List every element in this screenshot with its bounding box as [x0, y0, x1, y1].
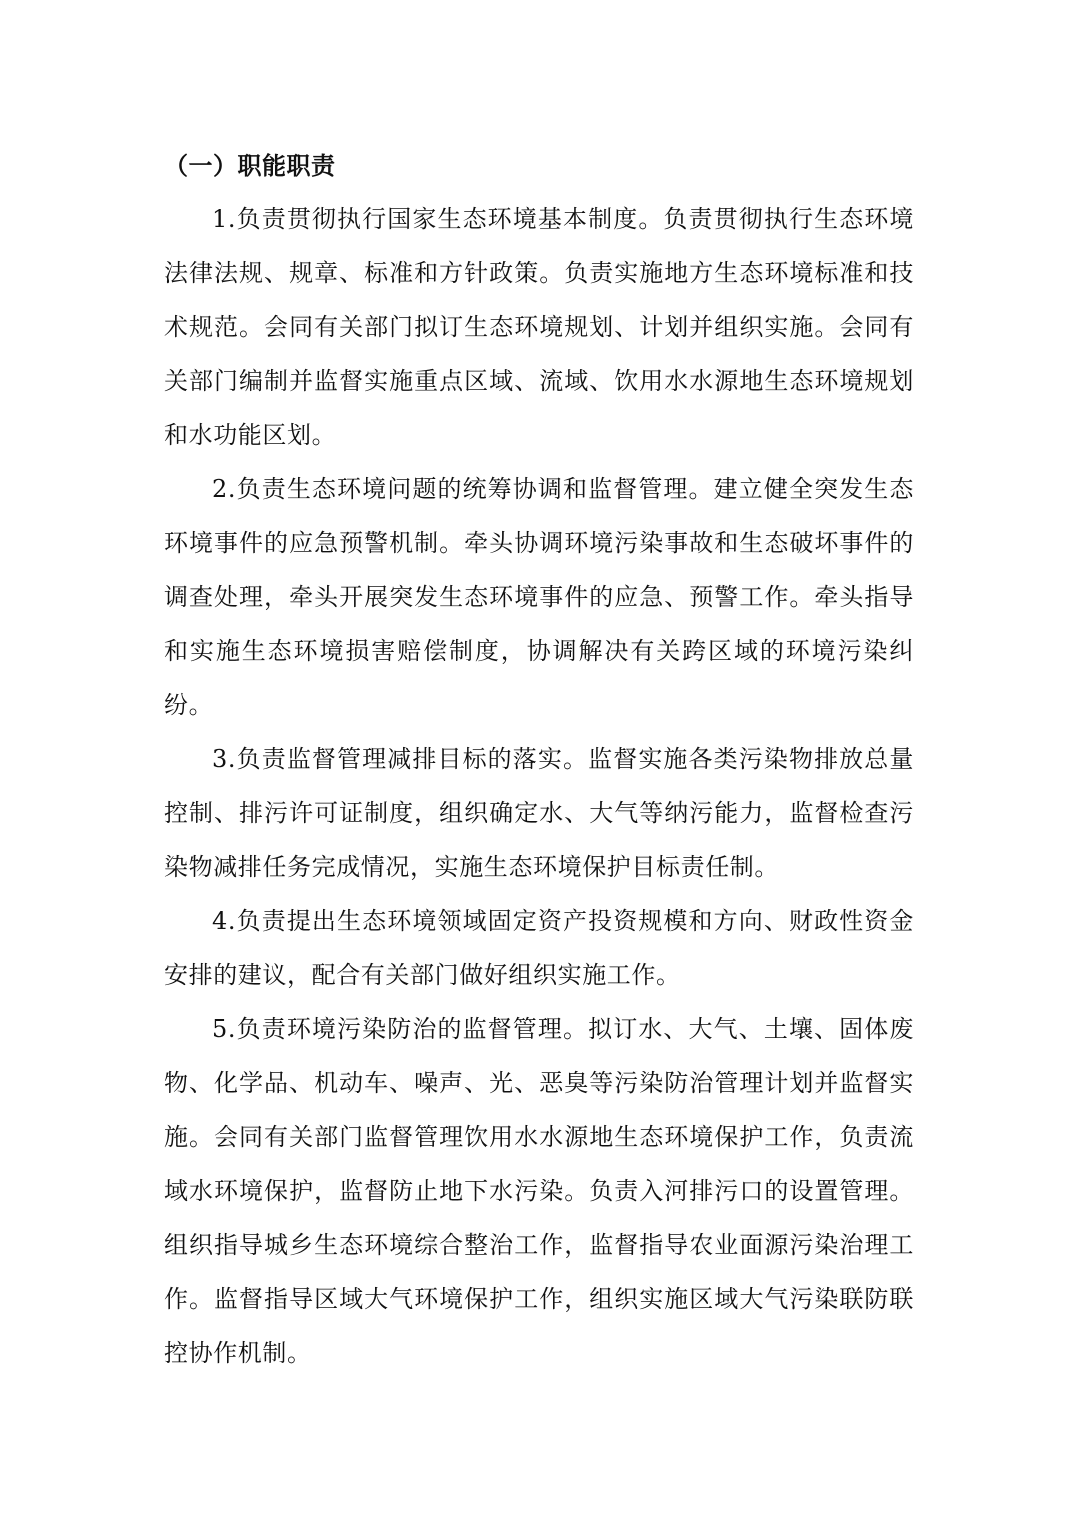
document-body — [164, 140, 914, 1380]
paragraph-3: 3.负责监督管理减排目标的落实。监督实施各类污染物排放总量控制、排污许可证制度，组织确定水、大气等纳污能力，监督检查污染物减排任务完成情况，实施生态环境保护目标责任制。 — [164, 745, 914, 881]
paragraph-1: 1.负责贯彻执行国家生态环境基本制度。负责贯彻执行生态环境法律法规、规章、标准和方针政策。负责实施地方生态环境标准和技术规范。会同有关部门拟订生态环境规划、计划并组织实施。会同有关部门编制并监督实施重点区域、流域、饮用水水源地生态环境规划和水功能区划。 — [164, 205, 914, 449]
paragraph-2: 2.负责生态环境问题的统筹协调和监督管理。建立健全突发生态环境事件的应急预警机制。牵头协调环境污染事故和生态破坏事件的调查处理，牵头开展突发生态环境事件的应急、预警工作。牵头指导和实施生态环境损害赔偿制度，协调解决有关跨区域的环境污染纠纷。 — [164, 475, 914, 719]
paragraph-4: 4.负责提出生态环境领域固定资产投资规模和方向、财政性资金安排的建议，配合有关部门做好组织实施工作。 — [164, 907, 914, 989]
paragraph-5: 5.负责环境污染防治的监督管理。拟订水、大气、土壤、固体废物、化学品、机动车、噪声、光、恶臭等污染防治管理计划并监督实施。会同有关部门监督管理饮用水水源地生态环境保护工作，负责流域水环境保护，监督防止地下水污染。负责入河排污口的设置管理。组织指导城乡生态环境综合整治工作，监督指导农业面源污染治理工作。监督指导区域大气环境保护工作，组织实施区域大气污染联防联控协作机制。 — [164, 1015, 914, 1367]
section-heading: （一）职能职责 — [164, 151, 336, 180]
